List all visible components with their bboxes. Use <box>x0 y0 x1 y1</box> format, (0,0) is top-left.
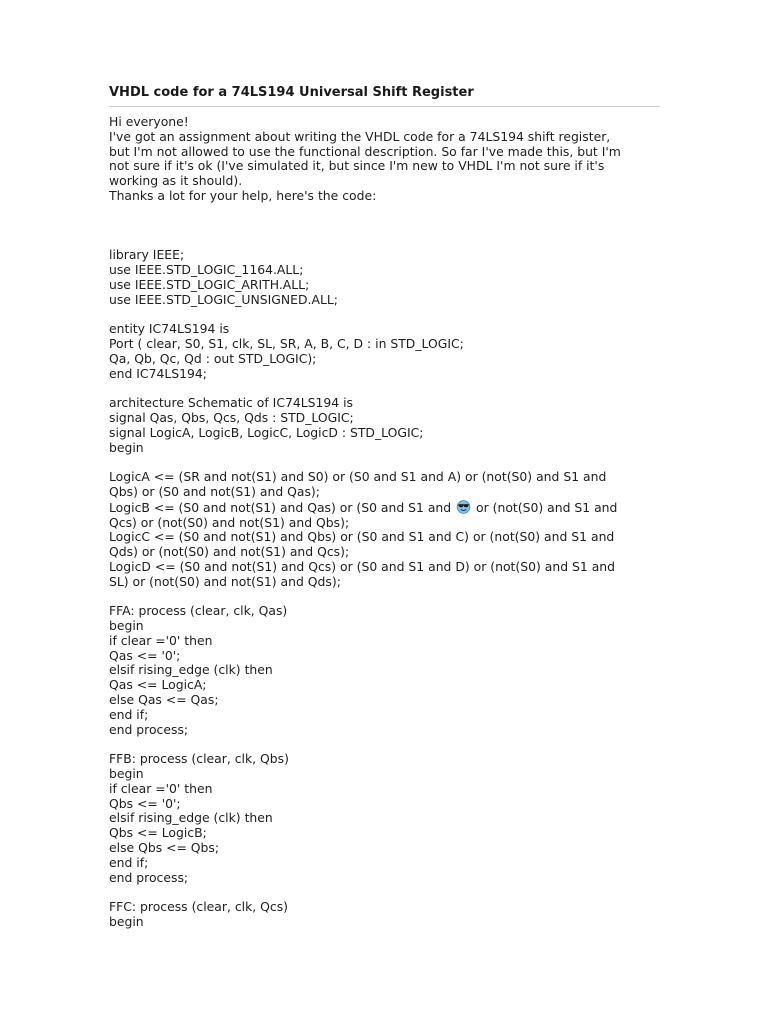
intro-line <box>109 219 660 234</box>
code-line <box>109 455 660 470</box>
post-intro <box>109 115 660 248</box>
forum-post <box>109 84 660 930</box>
code-line: LogicC <= (S0 and not(S1) and Qbs) or (S0 and S1 and C) or (not(S0) and S1 and <box>109 529 615 545</box>
code-line: FFC: process (clear, clk, Qcs) <box>109 899 289 915</box>
code-line: begin <box>109 618 144 634</box>
code-line: signal LogicA, LogicB, LogicC, LogicD : STD_LOGIC; <box>109 424 424 440</box>
code-line: Qas <= '0'; <box>109 647 181 663</box>
code-line: use IEEE.STD_LOGIC_1164.ALL; <box>109 261 304 277</box>
code-line: Qbs <= LogicB; <box>109 825 207 841</box>
intro-line: working as it should). <box>109 173 243 189</box>
code-block <box>109 248 660 930</box>
code-line <box>109 500 660 516</box>
code-line: Qa, Qb, Qc, Qd : out STD_LOGIC); <box>109 350 317 366</box>
code-line: Qcs) or (not(S0) and not(S1) and Qbs); <box>109 514 350 530</box>
code-line: Qds) or (not(S0) and not(S1) and Qcs); <box>109 544 350 560</box>
intro-line: I've got an assignment about writing the VHDL code for a 74LS194 shift register, <box>109 128 611 144</box>
code-line: SL) or (not(S0) and not(S1) and Qds); <box>109 573 341 589</box>
code-line: use IEEE.STD_LOGIC_ARITH.ALL; <box>109 276 310 292</box>
code-line: entity IC74LS194 is <box>109 321 230 337</box>
code-line: begin <box>109 914 144 930</box>
code-line: else Qbs <= Qbs; <box>109 840 220 856</box>
intro-line: not sure if it's ok (I've simulated it, but since I'm new to VHDL I'm not sure if it's <box>109 158 605 174</box>
post-body <box>109 115 660 930</box>
post-title: VHDL code for a 74LS194 Universal Shift Register <box>109 84 660 107</box>
intro-line <box>109 204 660 219</box>
code-line: Qbs <= '0'; <box>109 795 181 811</box>
code-line: FFB: process (clear, clk, Qbs) <box>109 751 289 767</box>
code-line: if clear ='0' then <box>109 632 213 648</box>
code-line: Qas <= LogicA; <box>109 677 207 693</box>
intro-line <box>109 233 660 248</box>
code-line: end if; <box>109 854 149 870</box>
code-line: architecture Schematic of IC74LS194 is <box>109 395 353 411</box>
code-line: if clear ='0' then <box>109 780 213 796</box>
code-line: use IEEE.STD_LOGIC_UNSIGNED.ALL; <box>109 291 338 307</box>
code-line <box>109 885 660 900</box>
code-line-text: or (not(S0) and S1 and <box>472 499 618 515</box>
code-line: Port ( clear, S0, S1, clk, SL, SR, A, B, C, D : in STD_LOGIC; <box>109 335 464 351</box>
code-line: LogicA <= (SR and not(S1) and S0) or (S0 and S1 and A) or (not(S0) and S1 and <box>109 469 607 485</box>
code-line: end process; <box>109 721 189 737</box>
code-line-text: LogicB <= (S0 and not(S1) and Qas) or (S0 and S1 and <box>109 499 456 515</box>
code-line: end process; <box>109 869 189 885</box>
code-line <box>109 381 660 396</box>
code-line: begin <box>109 439 144 455</box>
intro-line: Thanks a lot for your help, here's the code: <box>109 187 377 203</box>
code-line: else Qas <= Qas; <box>109 692 219 708</box>
code-line <box>109 307 660 322</box>
code-line: elsif rising_edge (clk) then <box>109 810 273 826</box>
code-line: end IC74LS194; <box>109 365 207 381</box>
code-line <box>109 590 660 605</box>
code-line: LogicD <= (S0 and not(S1) and Qcs) or (S0 and S1 and D) or (not(S0) and S1 and <box>109 558 616 574</box>
code-line: end if; <box>109 706 149 722</box>
intro-line: Hi everyone! <box>109 114 189 129</box>
code-line <box>109 737 660 752</box>
code-line: begin <box>109 766 144 782</box>
intro-line: but I'm not allowed to use the functional description. So far I've made this, but I'm <box>109 143 621 159</box>
cool-sunglasses-emoji-icon <box>456 500 471 514</box>
code-line: signal Qas, Qbs, Qcs, Qds : STD_LOGIC; <box>109 409 354 425</box>
code-line: elsif rising_edge (clk) then <box>109 662 273 678</box>
code-line: library IEEE; <box>109 247 185 263</box>
code-line: FFA: process (clear, clk, Qas) <box>109 603 288 619</box>
code-line: Qbs) or (S0 and not(S1) and Qas); <box>109 483 320 499</box>
